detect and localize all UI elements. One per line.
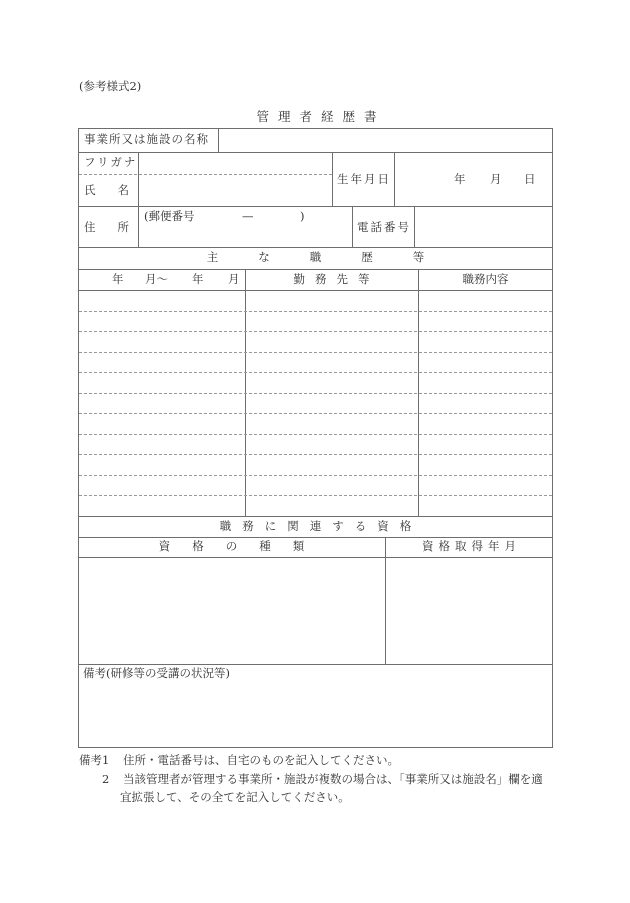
career-duties-field[interactable]: [419, 312, 552, 331]
birthdate-label: 生年月日: [337, 172, 391, 186]
career-duties-field[interactable]: [419, 435, 552, 454]
address-label: 住所: [84, 220, 151, 234]
divider: [352, 206, 353, 247]
career-section-heading: 主な職歴等: [206, 250, 465, 264]
career-period-field[interactable]: [79, 476, 245, 495]
birthdate-field[interactable]: [396, 154, 551, 204]
career-period-field[interactable]: [79, 332, 245, 351]
divider: [78, 152, 553, 153]
divider: [394, 152, 395, 206]
col-header-qualification-date: 資格取得年月: [422, 539, 521, 553]
divider: [78, 247, 553, 248]
postal-code-suffix: ): [300, 209, 305, 223]
divider: [332, 152, 333, 206]
birthdate-month-label: 月: [490, 172, 502, 186]
career-period-field[interactable]: [79, 312, 245, 331]
career-period-field[interactable]: [79, 496, 245, 515]
career-employer-field[interactable]: [246, 394, 418, 413]
col-header-employer: 勤務先等: [293, 272, 380, 286]
col-header-qualification-type: 資格の種類: [158, 539, 327, 553]
furigana-field[interactable]: [140, 154, 330, 173]
qualifications-section-heading: 職務に関連する資格: [219, 519, 423, 533]
career-period-field[interactable]: [79, 394, 245, 413]
name-label: [84, 183, 151, 197]
divider: [78, 664, 553, 665]
address-field[interactable]: [140, 208, 350, 245]
divider: [78, 557, 553, 558]
footnote-2: [102, 774, 543, 786]
career-period-field[interactable]: [79, 435, 245, 454]
career-employer-field[interactable]: [246, 414, 418, 433]
career-duties-field[interactable]: [419, 291, 552, 310]
career-period-field[interactable]: [79, 353, 245, 372]
furigana-divider: [79, 174, 332, 175]
career-employer-field[interactable]: [246, 496, 418, 515]
footnote-2-text-line1: 当該管理者が管理する事業所・施設が複数の場合は、「事業所又は施設名」欄を適: [122, 772, 543, 786]
divider: [78, 206, 553, 207]
furigana-label: フリガナ: [84, 155, 138, 169]
career-duties-field[interactable]: [419, 332, 552, 351]
footnote-label: 備考1: [79, 753, 110, 767]
divider: [414, 206, 415, 247]
footnote-1: [79, 755, 399, 767]
career-period-field[interactable]: [79, 414, 245, 433]
divider: [218, 128, 219, 152]
facility-name-field[interactable]: [220, 130, 550, 150]
career-employer-field[interactable]: [246, 476, 418, 495]
footnote-1-text: 住所・電話番号は、自宅のものを記入してください。: [122, 753, 399, 767]
remarks-label: 備考(研修等の受講の状況等): [83, 666, 230, 680]
career-duties-field[interactable]: [419, 476, 552, 495]
career-employer-field[interactable]: [246, 312, 418, 331]
divider: [385, 537, 386, 664]
career-duties-field[interactable]: [419, 373, 552, 392]
facility-name-label: 事業所又は施設の名称: [84, 132, 209, 146]
footnote-2-number: 2: [102, 772, 110, 786]
phone-field[interactable]: [416, 208, 551, 245]
career-employer-field[interactable]: [246, 455, 418, 474]
career-employer-field[interactable]: [246, 291, 418, 310]
career-employer-field[interactable]: [246, 332, 418, 351]
qualification-date-field[interactable]: [387, 559, 551, 662]
career-duties-field[interactable]: [419, 455, 552, 474]
name-label-text: 氏名: [84, 183, 151, 197]
form-reference: (参考様式2): [79, 79, 142, 93]
career-employer-field[interactable]: [246, 353, 418, 372]
career-duties-field[interactable]: [419, 414, 552, 433]
page-title: 管理者経歴書: [256, 109, 386, 124]
career-employer-field[interactable]: [246, 373, 418, 392]
footnote-2-continued: 宜拡張して、その全てを記入してください。: [120, 790, 350, 804]
birthdate-year-label: 年: [454, 172, 466, 186]
postal-code-prefix: (郵便番号: [144, 209, 195, 223]
qualification-type-field[interactable]: [80, 559, 383, 662]
career-duties-field[interactable]: [419, 353, 552, 372]
career-employer-field[interactable]: [246, 435, 418, 454]
career-duties-field[interactable]: [419, 496, 552, 515]
col-header-duties: 職務内容: [462, 272, 509, 286]
postal-code-dash: —: [242, 209, 254, 223]
career-duties-field[interactable]: [419, 394, 552, 413]
divider: [78, 269, 553, 270]
remarks-field[interactable]: [80, 682, 551, 746]
career-period-field[interactable]: [79, 455, 245, 474]
name-field[interactable]: [140, 176, 330, 204]
birthdate-day-label: 日: [524, 172, 536, 186]
career-period-field[interactable]: [79, 373, 245, 392]
career-period-field[interactable]: [79, 291, 245, 310]
divider: [78, 537, 553, 538]
phone-label: 電話番号: [357, 220, 411, 234]
divider: [78, 516, 553, 517]
